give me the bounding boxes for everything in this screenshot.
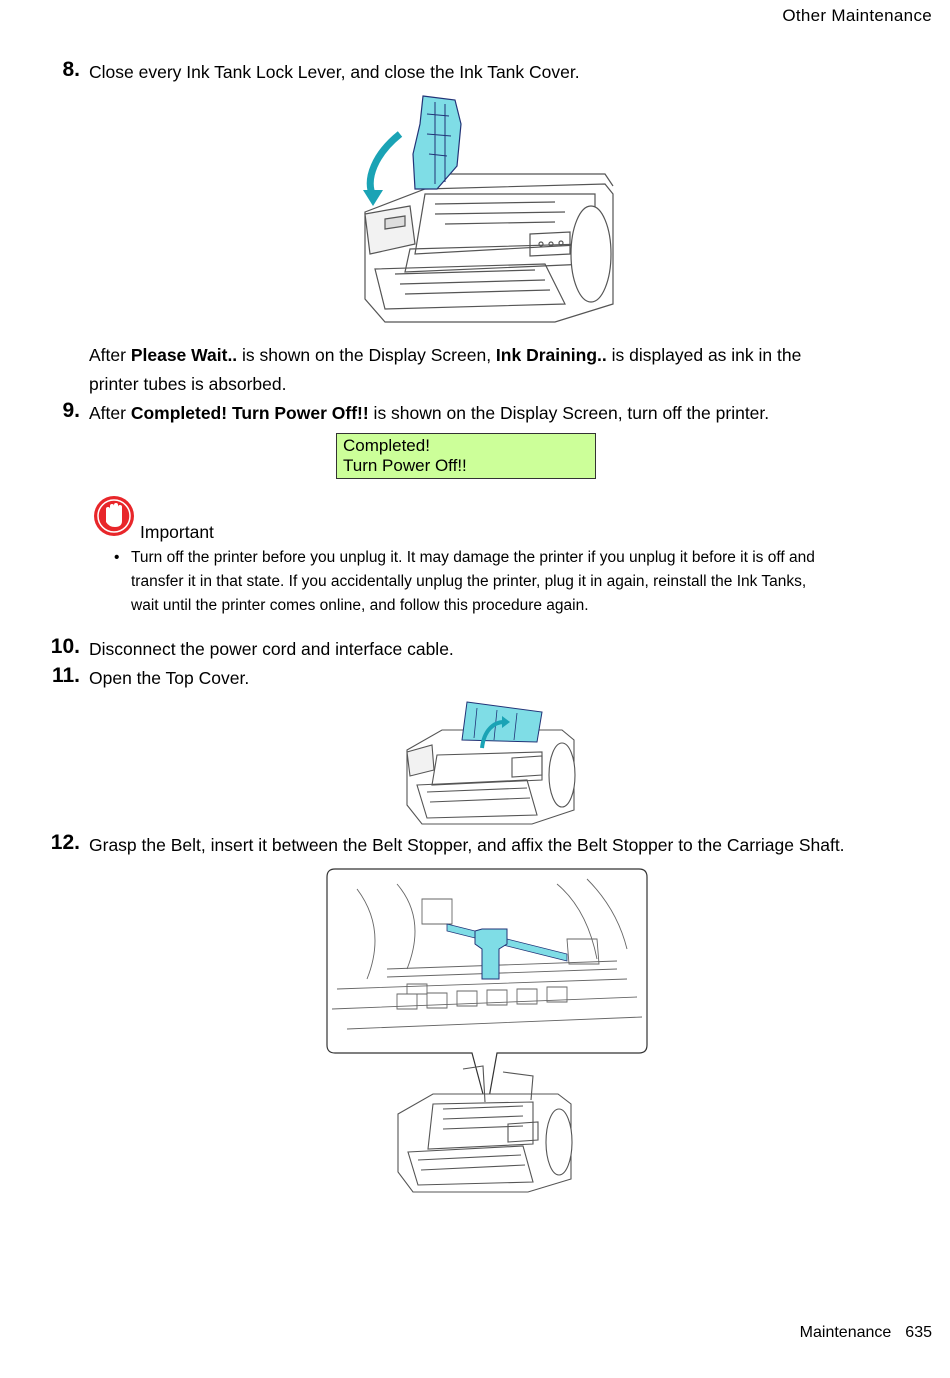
display-screen-message: [336, 433, 596, 479]
step-8-number: 8.: [62, 58, 80, 81]
hand-stop-icon: [93, 495, 135, 537]
page-number: 635: [905, 1324, 932, 1341]
step-11-text: Open the Top Cover.: [89, 668, 250, 688]
printer-top-cover-illustration: [402, 700, 580, 826]
step-12-number: 12.: [50, 831, 80, 854]
bullet-mark: •: [114, 549, 120, 566]
footer-chapter: Maintenance: [799, 1324, 892, 1341]
display-line-2: Turn Power Off!!: [343, 456, 467, 475]
belt-stopper-illustration: [327, 869, 647, 1199]
step-11-number: 11.: [51, 664, 80, 687]
display-line-1: Completed!: [343, 436, 430, 455]
step-9-number: 9.: [62, 399, 80, 422]
step-12-text: Grasp the Belt, insert it between the Belt Stopper, and affix the Belt Stopper to the Carriage Shaft.: [89, 835, 845, 855]
footer: [800, 1324, 932, 1342]
important-text: Turn off the printer before you unplug it. It may damage the printer if you unplug it before it is off and transfer it in that state. If you accidentally unplug the printer, plug it in again, reinstall the Ink Tanks, wait until the printer comes online, and follow this procedure again.: [131, 549, 815, 614]
step-8-text: Close every Ink Tank Lock Lever, and close the Ink Tank Cover.: [89, 62, 580, 82]
printer-ink-cover-illustration: [355, 94, 617, 326]
header-section-title: Other Maintenance: [782, 6, 932, 25]
step-9-text: After Completed! Turn Power Off!! is shown on the Display Screen, turn off the printer.: [89, 403, 770, 423]
step-8-note: After Please Wait.. is shown on the Display Screen, Ink Draining.. is displayed as ink in the printer tubes is absorbed.: [89, 345, 802, 394]
step-10-text: Disconnect the power cord and interface cable.: [89, 639, 454, 659]
important-label: Important: [140, 522, 214, 542]
step-10-number: 10.: [50, 635, 80, 658]
